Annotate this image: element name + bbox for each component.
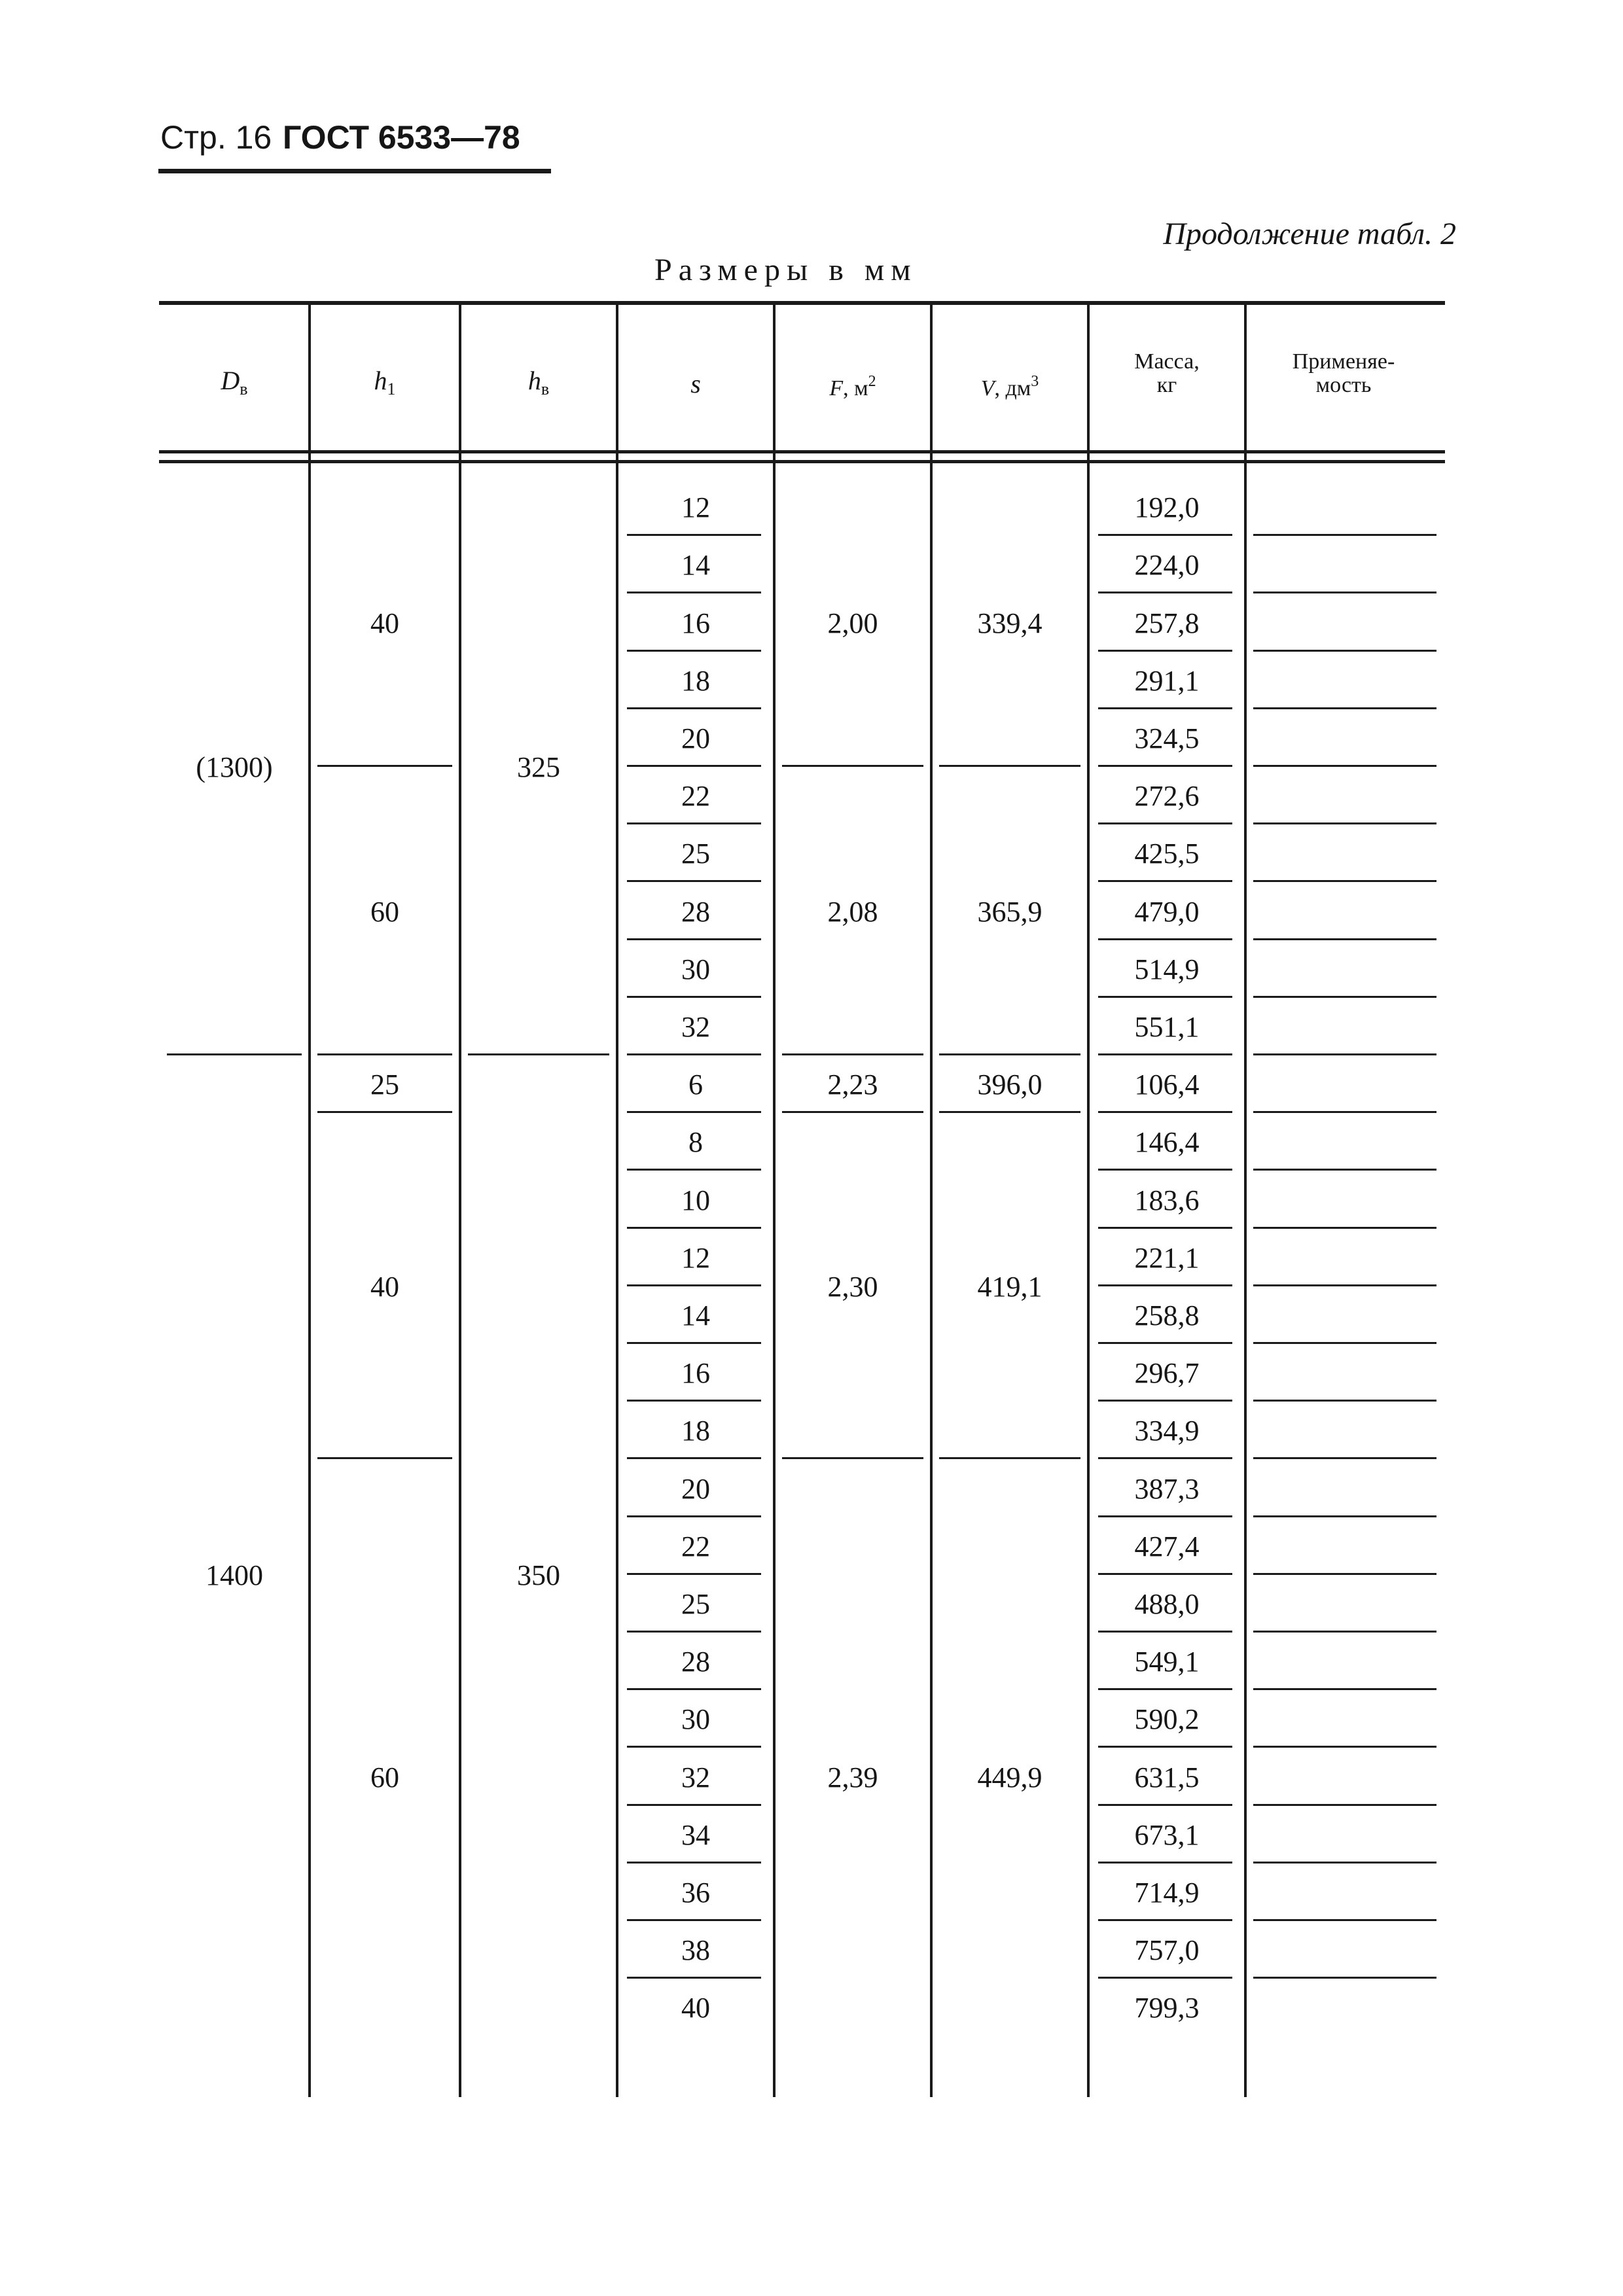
s-row-rule	[627, 880, 761, 882]
standard-number: ГОСТ 6533—78	[283, 119, 520, 156]
mass-row-rule	[1098, 650, 1232, 652]
header-bottom-rule	[159, 450, 1445, 453]
f-group-rule	[782, 1457, 923, 1459]
v-cell: 365,9	[977, 895, 1043, 928]
mass-cell: 479,0	[1134, 895, 1200, 928]
mass-cell: 192,0	[1134, 491, 1200, 524]
dv-cell: (1300)	[196, 751, 273, 783]
mass-cell: 334,9	[1134, 1415, 1200, 1447]
s-row-rule	[627, 1804, 761, 1806]
applicability-row-rule	[1253, 1457, 1436, 1459]
applicability-row-rule	[1253, 1919, 1436, 1921]
mass-cell: 224,0	[1134, 549, 1200, 582]
applicability-row-rule	[1253, 1342, 1436, 1344]
applicability-row-rule	[1253, 996, 1436, 998]
v-group-rule	[939, 1111, 1080, 1113]
s-cell: 18	[681, 664, 710, 697]
mass-cell: 324,5	[1134, 722, 1200, 754]
hv-cell: 350	[517, 1559, 560, 1591]
mass-cell: 590,2	[1134, 1703, 1200, 1736]
applicability-row-rule	[1253, 650, 1436, 652]
s-cell: 28	[681, 1646, 710, 1678]
applicability-row-rule	[1253, 1631, 1436, 1633]
s-row-rule	[627, 1284, 761, 1286]
header-f-symbol: F	[829, 376, 844, 400]
s-row-rule	[627, 822, 761, 824]
mass-row-rule	[1098, 534, 1232, 536]
applicability-row-rule	[1253, 592, 1436, 593]
mass-row-rule	[1098, 592, 1232, 593]
mass-row-rule	[1098, 707, 1232, 709]
s-row-rule	[627, 996, 761, 998]
f-group-rule	[782, 765, 923, 767]
s-cell: 22	[681, 780, 710, 813]
s-row-rule	[627, 938, 761, 940]
s-row-rule	[627, 1688, 761, 1690]
mass-cell: 714,9	[1134, 1876, 1200, 1909]
header-bottom-rule-2	[159, 460, 1445, 463]
column-separator	[459, 305, 461, 2097]
dv-cell: 1400	[205, 1559, 263, 1591]
applicability-row-rule	[1253, 1284, 1436, 1286]
s-cell: 20	[681, 1472, 710, 1505]
s-cell: 14	[681, 1299, 710, 1332]
header-s	[617, 370, 774, 398]
header-hv-sub: в	[541, 380, 550, 398]
mass-row-rule	[1098, 822, 1232, 824]
s-row-rule	[627, 1919, 761, 1921]
h1-group-rule	[317, 1457, 452, 1459]
s-row-rule	[627, 765, 761, 767]
mass-row-rule	[1098, 1631, 1232, 1633]
h1-group-rule	[317, 765, 452, 767]
s-row-rule	[627, 1111, 761, 1113]
s-row-rule	[627, 1977, 761, 1979]
s-row-rule	[627, 1631, 761, 1633]
applicability-row-rule	[1253, 1977, 1436, 1979]
mass-cell: 673,1	[1134, 1818, 1200, 1851]
header-s-symbol: s	[690, 369, 701, 398]
applicability-row-rule	[1253, 1573, 1436, 1575]
s-cell: 40	[681, 1992, 710, 2024]
applicability-row-rule	[1253, 1515, 1436, 1517]
header-h1-symbol: h	[374, 366, 387, 395]
table-continuation-note: Продолжение табл. 2	[1163, 217, 1456, 251]
s-cell: 30	[681, 953, 710, 985]
mass-row-rule	[1098, 1746, 1232, 1748]
h1-cell: 40	[370, 1270, 399, 1303]
f-cell: 2,23	[827, 1069, 878, 1101]
header-applicability	[1245, 350, 1442, 397]
applicability-row-rule	[1253, 1169, 1436, 1171]
column-separator	[930, 305, 933, 2097]
s-cell: 32	[681, 1010, 710, 1043]
dimensions-caption: Размеры в мм	[654, 253, 918, 287]
mass-row-rule	[1098, 1573, 1232, 1575]
mass-row-rule	[1098, 1804, 1232, 1806]
h1-group-rule	[317, 1053, 452, 1055]
table-top-rule	[159, 301, 1445, 305]
s-row-rule	[627, 1169, 761, 1171]
mass-row-rule	[1098, 1400, 1232, 1402]
mass-cell: 258,8	[1134, 1299, 1200, 1332]
mass-cell: 549,1	[1134, 1646, 1200, 1678]
mass-cell: 296,7	[1134, 1357, 1200, 1390]
s-cell: 28	[681, 895, 710, 928]
f-cell: 2,08	[827, 895, 878, 928]
mass-cell: 291,1	[1134, 664, 1200, 697]
s-row-rule	[627, 1227, 761, 1229]
applicability-row-rule	[1253, 1688, 1436, 1690]
mass-row-rule	[1098, 1919, 1232, 1921]
header-f-sup: 2	[868, 373, 876, 390]
header-rule	[158, 169, 551, 173]
header-v-sup: 3	[1031, 373, 1039, 390]
s-cell: 32	[681, 1761, 710, 1793]
mass-row-rule	[1098, 765, 1232, 767]
mass-cell: 799,3	[1134, 1992, 1200, 2024]
s-row-rule	[627, 1457, 761, 1459]
mass-row-rule	[1098, 938, 1232, 940]
s-row-rule	[627, 650, 761, 652]
header-hv-symbol: h	[527, 366, 541, 395]
applicability-row-rule	[1253, 534, 1436, 536]
s-row-rule	[627, 1746, 761, 1748]
s-cell: 30	[681, 1703, 710, 1736]
s-row-rule	[627, 534, 761, 536]
header-dv	[159, 366, 310, 404]
v-cell: 449,9	[977, 1761, 1043, 1793]
h1-cell: 60	[370, 1761, 399, 1793]
header-f-unit: , м	[843, 376, 868, 400]
s-cell: 36	[681, 1876, 710, 1909]
applicability-row-rule	[1253, 1862, 1436, 1863]
v-cell: 339,4	[977, 607, 1043, 639]
header-v	[931, 370, 1088, 400]
f-group-rule	[782, 1053, 923, 1055]
s-row-rule	[627, 1400, 761, 1402]
applicability-row-rule	[1253, 765, 1436, 767]
mass-cell: 427,4	[1134, 1530, 1200, 1563]
hv-cell: 325	[517, 751, 560, 783]
mass-row-rule	[1098, 1227, 1232, 1229]
s-cell: 16	[681, 1357, 710, 1390]
s-cell: 25	[681, 838, 710, 870]
mass-cell: 221,1	[1134, 1241, 1200, 1274]
v-group-rule	[939, 1053, 1080, 1055]
s-cell: 18	[681, 1415, 710, 1447]
mass-row-rule	[1098, 1862, 1232, 1863]
mass-cell: 146,4	[1134, 1126, 1200, 1159]
f-cell: 2,00	[827, 607, 878, 639]
mass-cell: 272,6	[1134, 780, 1200, 813]
hv-group-rule	[468, 1053, 609, 1055]
header-mass-line1: Масса,	[1134, 349, 1200, 374]
h1-cell: 40	[370, 607, 399, 639]
h1-group-rule	[317, 1111, 452, 1113]
applicability-row-rule	[1253, 938, 1436, 940]
v-group-rule	[939, 765, 1080, 767]
v-group-rule	[939, 1457, 1080, 1459]
applicability-row-rule	[1253, 1053, 1436, 1055]
s-cell: 12	[681, 491, 710, 524]
mass-cell: 551,1	[1134, 1010, 1200, 1043]
header-v-symbol: V	[980, 376, 995, 400]
mass-row-rule	[1098, 1977, 1232, 1979]
applicability-row-rule	[1253, 707, 1436, 709]
mass-cell: 106,4	[1134, 1069, 1200, 1101]
applicability-row-rule	[1253, 880, 1436, 882]
s-row-rule	[627, 1862, 761, 1863]
s-row-rule	[627, 1515, 761, 1517]
s-cell: 14	[681, 549, 710, 582]
mass-cell: 183,6	[1134, 1184, 1200, 1216]
header-applicability-line2: мость	[1315, 373, 1372, 397]
header-mass-line2: кг	[1156, 373, 1177, 397]
mass-cell: 488,0	[1134, 1587, 1200, 1620]
h1-cell: 60	[370, 895, 399, 928]
mass-row-rule	[1098, 1515, 1232, 1517]
mass-row-rule	[1098, 996, 1232, 998]
dv-group-rule	[167, 1053, 302, 1055]
mass-row-rule	[1098, 1457, 1232, 1459]
s-cell: 22	[681, 1530, 710, 1563]
s-cell: 20	[681, 722, 710, 754]
s-row-rule	[627, 1573, 761, 1575]
f-group-rule	[782, 1111, 923, 1113]
applicability-row-rule	[1253, 1400, 1436, 1402]
mass-row-rule	[1098, 1342, 1232, 1344]
h1-cell: 25	[370, 1069, 399, 1101]
s-row-rule	[627, 592, 761, 593]
s-cell: 25	[681, 1587, 710, 1620]
v-cell: 396,0	[977, 1069, 1043, 1101]
header-h1-sub: 1	[387, 380, 396, 398]
s-cell: 16	[681, 607, 710, 639]
s-row-rule	[627, 1053, 761, 1055]
header-hv	[460, 366, 617, 404]
mass-row-rule	[1098, 1688, 1232, 1690]
header-v-unit: , дм	[994, 376, 1031, 400]
header-h1	[310, 366, 460, 404]
applicability-row-rule	[1253, 1746, 1436, 1748]
s-cell: 34	[681, 1818, 710, 1851]
column-separator	[308, 305, 311, 2097]
s-cell: 38	[681, 1934, 710, 1967]
applicability-row-rule	[1253, 1111, 1436, 1113]
page-number: Стр. 16	[160, 119, 272, 156]
mass-cell: 387,3	[1134, 1472, 1200, 1505]
mass-row-rule	[1098, 1053, 1232, 1055]
header-applicability-line1: Применяе-	[1292, 349, 1395, 374]
applicability-row-rule	[1253, 822, 1436, 824]
s-cell: 6	[688, 1069, 703, 1101]
s-cell: 12	[681, 1241, 710, 1274]
mass-cell: 757,0	[1134, 1934, 1200, 1967]
mass-cell: 425,5	[1134, 838, 1200, 870]
mass-cell: 631,5	[1134, 1761, 1200, 1793]
header-dv-sub: в	[240, 380, 248, 398]
applicability-row-rule	[1253, 1227, 1436, 1229]
f-cell: 2,39	[827, 1761, 878, 1793]
mass-cell: 257,8	[1134, 607, 1200, 639]
mass-cell: 514,9	[1134, 953, 1200, 985]
s-row-rule	[627, 707, 761, 709]
mass-row-rule	[1098, 1284, 1232, 1286]
s-cell: 8	[688, 1126, 703, 1159]
header-mass	[1088, 350, 1245, 397]
s-cell: 10	[681, 1184, 710, 1216]
header-f	[774, 370, 931, 400]
mass-row-rule	[1098, 1111, 1232, 1113]
mass-row-rule	[1098, 880, 1232, 882]
v-cell: 419,1	[977, 1270, 1043, 1303]
s-row-rule	[627, 1342, 761, 1344]
header-dv-symbol: D	[221, 366, 240, 395]
applicability-row-rule	[1253, 1804, 1436, 1806]
f-cell: 2,30	[827, 1270, 878, 1303]
mass-row-rule	[1098, 1169, 1232, 1171]
